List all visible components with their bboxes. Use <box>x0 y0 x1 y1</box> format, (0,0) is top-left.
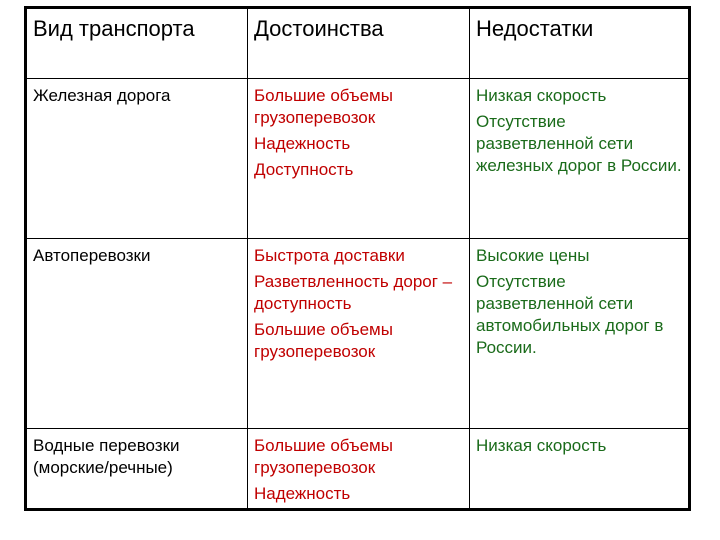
disadvantage-item: Отсутствие разветвленной сети железных дорог в России. <box>476 112 682 175</box>
transport-comparison-table <box>24 6 691 511</box>
table-row <box>27 79 689 239</box>
table-row <box>27 429 689 509</box>
cell-disadvantages <box>470 79 689 239</box>
mode-label: Водные перевозки (морские/речные) <box>33 436 180 477</box>
cell-mode <box>27 239 248 429</box>
advantage-item: Большие объемы грузоперевозок <box>254 320 393 361</box>
disadvantage-item: Отсутствие разветвленной сети автомобильных дорог в России. <box>476 272 664 357</box>
header-mode: Вид транспорта <box>27 9 248 79</box>
table-header-row <box>27 9 689 79</box>
cell-mode <box>27 79 248 239</box>
advantage-item: Доступность <box>254 160 354 179</box>
mode-label: Железная дорога <box>33 86 171 105</box>
advantage-item: Большие объемы грузоперевозок <box>254 86 393 127</box>
disadvantage-item: Низкая скорость <box>476 436 607 455</box>
cell-disadvantages <box>470 429 689 509</box>
advantage-item: Быстрота доставки <box>254 246 405 265</box>
disadvantage-item: Низкая скорость <box>476 86 607 105</box>
table-row <box>27 239 689 429</box>
advantage-item: Большие объемы грузоперевозок <box>254 436 393 477</box>
header-advantages: Достоинства <box>248 9 470 79</box>
cell-disadvantages <box>470 239 689 429</box>
header-disadvantages: Недостатки <box>470 9 689 79</box>
cell-advantages <box>248 429 470 509</box>
advantage-item: Разветвленность дорог – доступность <box>254 272 453 313</box>
advantage-item: Надежность <box>254 134 351 153</box>
cell-advantages <box>248 239 470 429</box>
cell-advantages <box>248 79 470 239</box>
disadvantage-item: Высокие цены <box>476 246 590 265</box>
advantage-item: Надежность <box>254 484 351 503</box>
mode-label: Автоперевозки <box>33 246 151 265</box>
cell-mode <box>27 429 248 509</box>
comparison-table <box>26 8 689 509</box>
